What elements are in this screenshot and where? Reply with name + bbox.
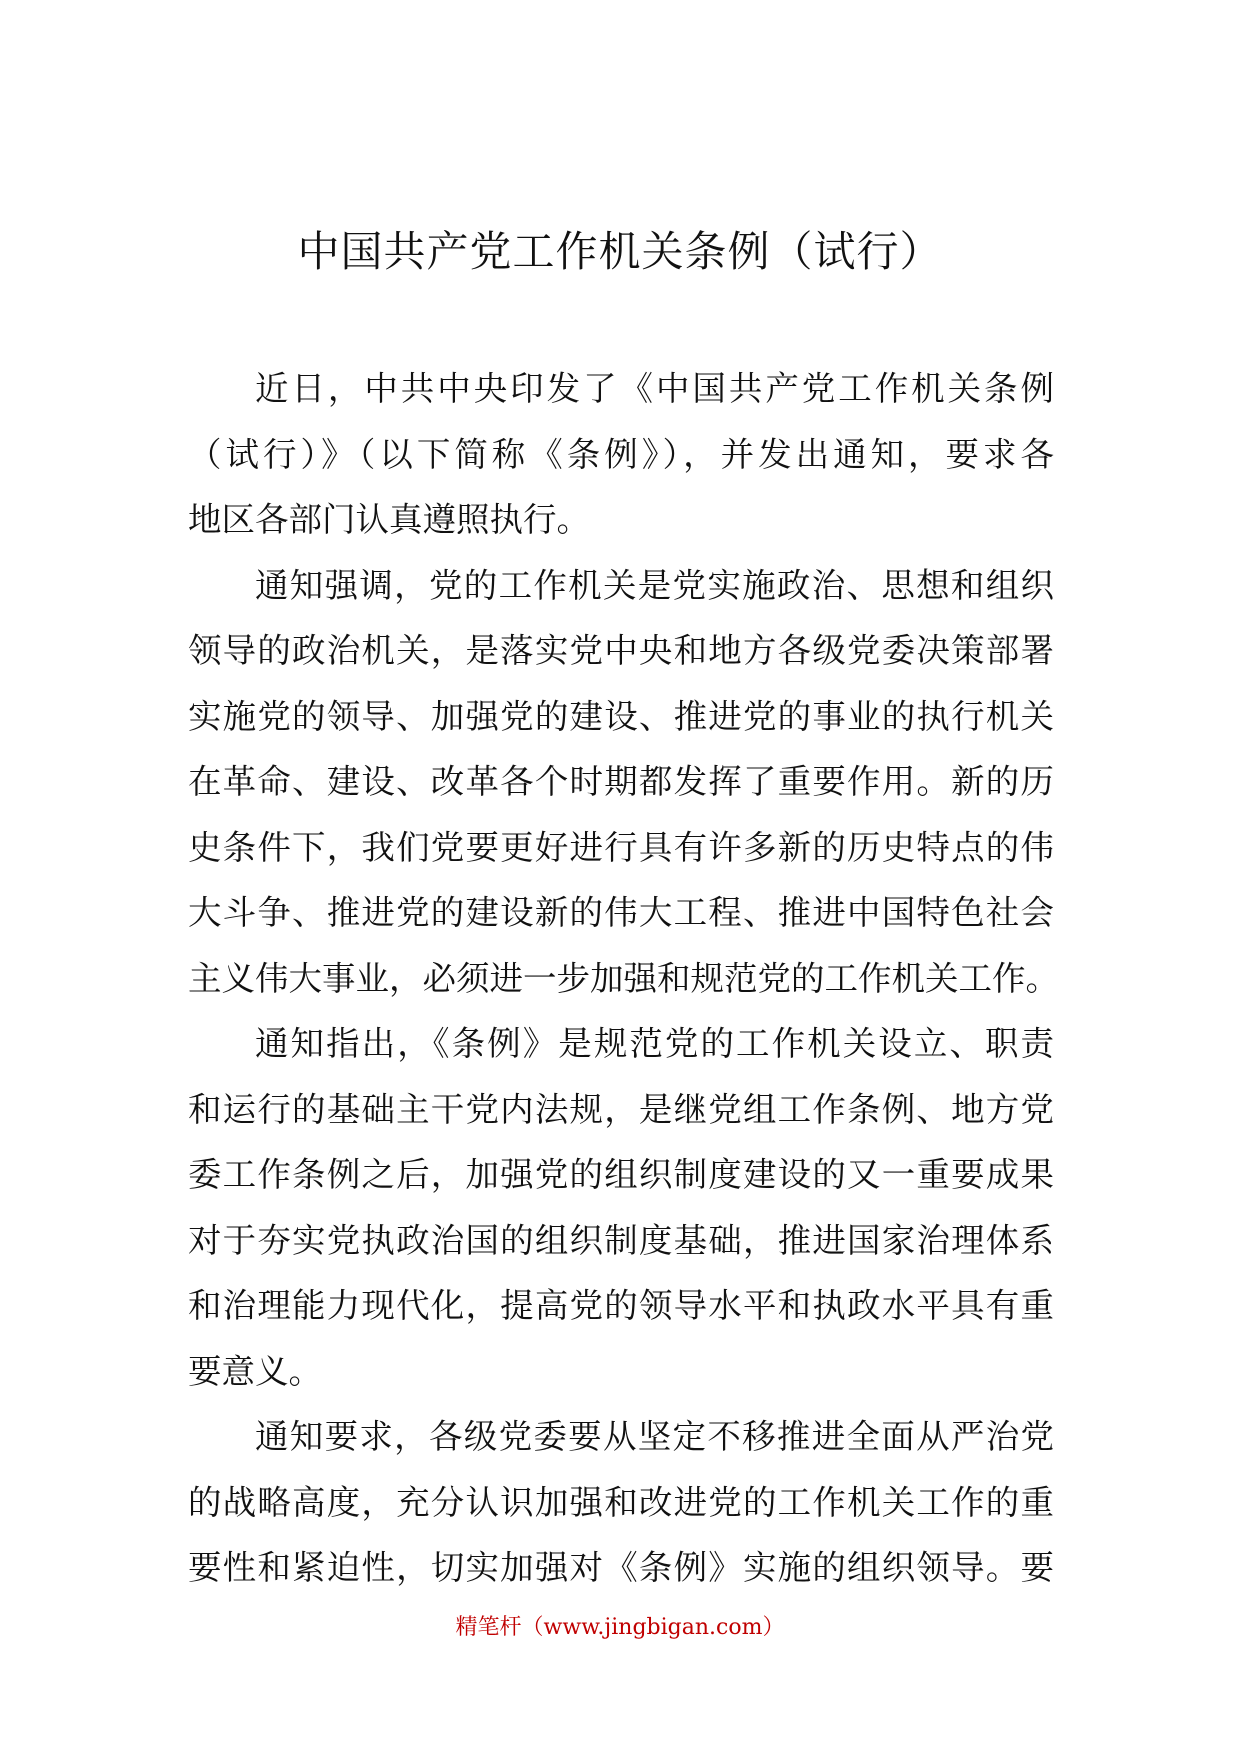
paragraph-line: 委工作条例之后，加强党的组织制度建设的又一重要成果: [188, 1155, 1054, 1194]
paragraph-line: 对于夯实党执政治国的组织制度基础，推进国家治理体系: [188, 1220, 1054, 1260]
paragraph-line: 的战略高度，充分认识加强和改进党的工作机关工作的重: [188, 1482, 1054, 1522]
paragraph-line: 要意义。: [188, 1351, 322, 1391]
paragraph-line: 通知强调，党的工作机关是党实施政治、思想和组织: [255, 565, 1054, 605]
paragraph-line: 和运行的基础主干党内法规，是继党组工作条例、地方党: [188, 1089, 1054, 1129]
paragraph-line: （试行）》（以下简称《条例》），并发出通知，要求各: [188, 434, 1054, 474]
paragraph: [188, 1404, 1054, 1601]
paragraph-line: 通知指出，《条例》是规范党的工作机关设立、职责: [255, 1024, 1054, 1063]
paragraph-line: 通知要求，各级党委要从坚定不移推进全面从严治党: [255, 1417, 1054, 1456]
paragraph-line: 和治理能力现代化，提高党的领导水平和执政水平具有重: [188, 1286, 1054, 1325]
paragraph-line: 要性和紧迫性，切实加强对《条例》实施的组织领导。要: [188, 1548, 1054, 1587]
document-body: [188, 356, 1059, 1601]
paragraph: [188, 553, 1059, 1012]
paragraph-line: 主义伟大事业，必须进一步加强和规范党的工作机关工作。: [188, 958, 1059, 998]
paragraph-line: 大斗争、推进党的建设新的伟大工程、推进中国特色社会: [188, 893, 1054, 932]
footer-watermark: 精笔杆（www.jingbigan.com）: [455, 1615, 785, 1640]
paragraph-line: 地区各部门认真遵照执行。: [188, 500, 590, 539]
paragraph-line: 领导的政治机关，是落实党中央和地方各级党委决策部署: [188, 631, 1054, 670]
paragraph-line: 史条件下，我们党要更好进行具有许多新的历史特点的伟: [188, 827, 1054, 867]
paragraph-line: 近日，中共中央印发了《中国共产党工作机关条例: [255, 369, 1054, 408]
document-title: 中国共产党工作机关条例（试行）: [297, 227, 943, 276]
paragraph-line: 实施党的领导、加强党的建设、推进党的事业的执行机关: [188, 696, 1054, 736]
paragraph-line: 在革命、建设、改革各个时期都发挥了重要作用。新的历: [188, 762, 1054, 801]
paragraph: [188, 356, 1054, 553]
paragraph: [188, 1011, 1054, 1404]
